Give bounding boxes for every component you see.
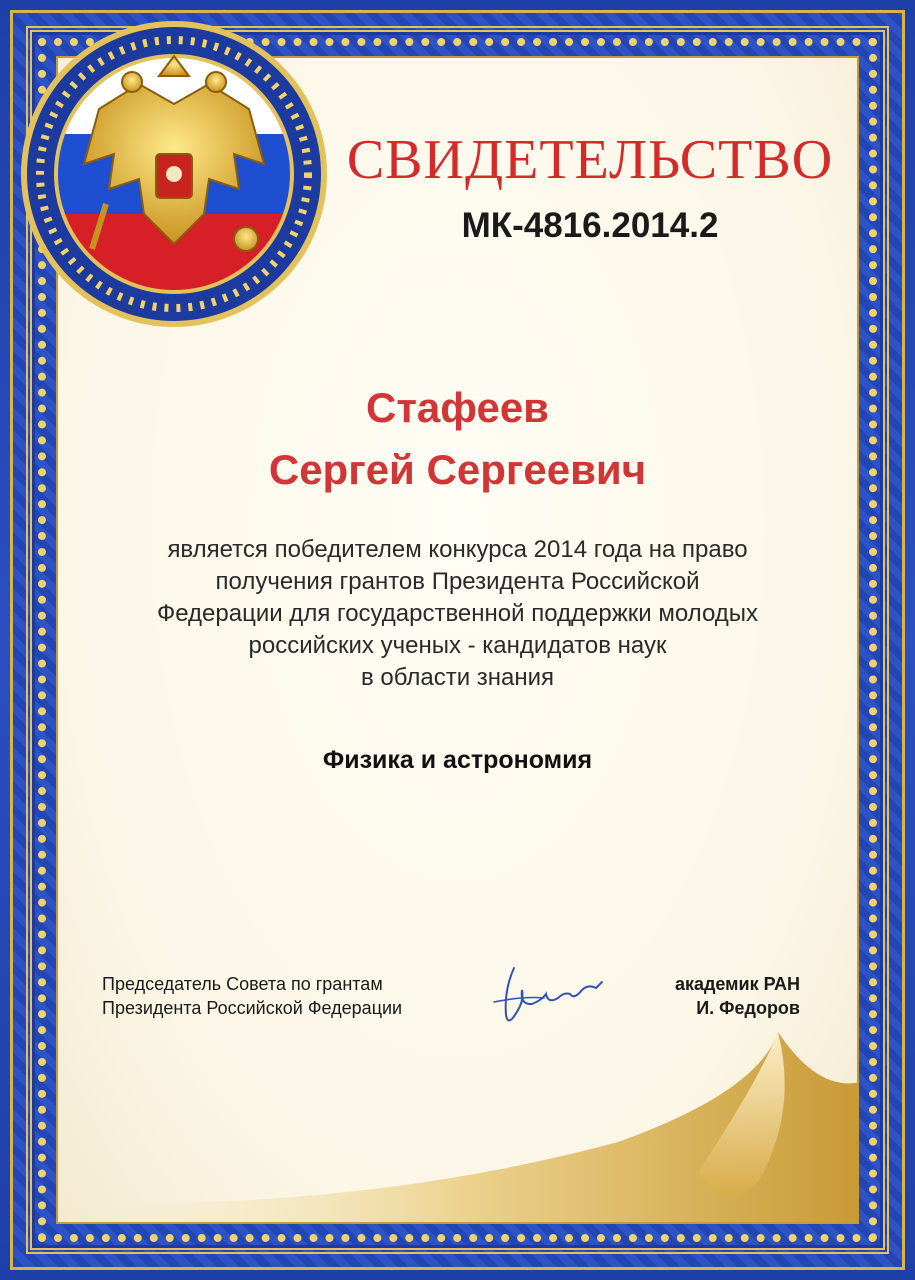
certificate-number: МК-4816.2014.2 xyxy=(461,206,719,245)
field-of-knowledge: Физика и астрономия xyxy=(322,746,593,774)
award-statement-line: является победителем конкурса 2014 года на право xyxy=(167,536,748,563)
signatory-position xyxy=(102,972,482,1020)
signatory-position-line: Президента Российской Федерации xyxy=(102,998,403,1018)
award-statement xyxy=(60,534,855,694)
paper-curl-decoration xyxy=(58,1022,859,1222)
certificate-title: СВИДЕТЕЛЬСТВО xyxy=(346,129,834,191)
signatory-name xyxy=(600,972,800,1020)
award-statement-line: получения грантов Президента Российской xyxy=(215,568,700,595)
award-statement-line: в области знания xyxy=(360,664,555,691)
recipient-surname: Стафеев xyxy=(366,384,549,431)
recipient-given-names: Сергей Сергеевич xyxy=(268,446,647,493)
award-statement-line: Федерации для государственной поддержки молодых xyxy=(156,600,759,627)
signature-icon xyxy=(484,960,614,1030)
signatory-title: академик РАН xyxy=(674,974,800,994)
signatory-full-name: И. Федоров xyxy=(696,998,800,1018)
signatory-position-line: Председатель Совета по грантам xyxy=(102,974,383,994)
coat-of-arms-emblem xyxy=(14,14,334,334)
award-statement-line: российских ученых - кандидатов наук xyxy=(248,632,667,659)
